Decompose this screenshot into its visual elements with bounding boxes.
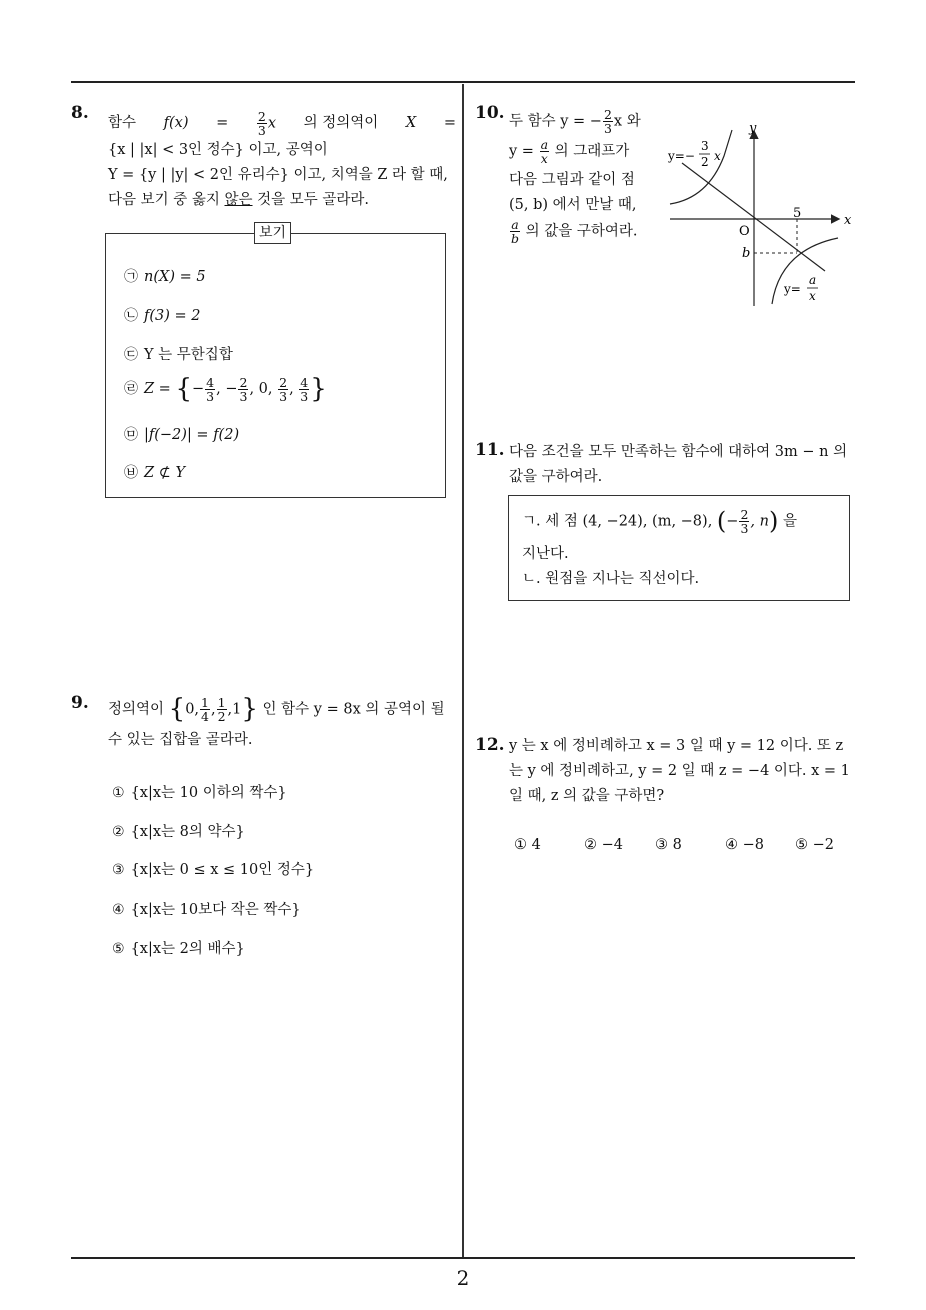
q12-stem — [509, 734, 859, 809]
q8-item-5: ㉤ |f(−2)| = f(2) — [124, 427, 240, 443]
q12-option-1[interactable]: ① 4 — [514, 837, 541, 853]
hyperbola-lower-right — [772, 238, 838, 304]
q12-line3: 일 때, z 의 값을 구하면? — [509, 788, 665, 804]
q12-number: 12. — [475, 735, 505, 755]
bottom-rule — [71, 1257, 855, 1259]
q12-line1: y 는 x 에 정비례하고 x = 3 일 때 y = 12 이다. 또 z — [509, 738, 844, 754]
tick-5-label: 5 — [793, 206, 802, 221]
q12-option-3[interactable]: ③ 8 — [655, 837, 682, 853]
q10-line4: (5, b) 에서 만날 때, — [509, 197, 637, 213]
q10-line5: $\frac{a}{b}$ 의 값을 구하여라. — [511, 217, 638, 246]
column-divider — [462, 84, 464, 1258]
tick-b-label: b — [742, 246, 751, 261]
q8-item-2: ㉡ f(3) = 2 — [124, 308, 201, 324]
q10-number: 10. — [475, 103, 505, 123]
q8-underline-word: 않은 — [224, 192, 253, 208]
top-rule — [71, 81, 855, 83]
q9-option-1[interactable]: ① {x|x는 10 이하의 짝수} — [112, 785, 287, 801]
q11-cond2: ㄴ. 원점을 지나는 직선이다. — [522, 571, 700, 587]
q10-line1: 두 함수 y = − $\frac{2}{3}$ x 와 — [509, 107, 641, 136]
q8-item-1: ㉠ n(X) = 5 — [124, 269, 206, 285]
q12-option-4[interactable]: ④ −8 — [725, 837, 764, 853]
q11-cond1: ㄱ. 세 점 (4, −24), (m, −8), (− $\frac{2}{3}$ , n) 을 — [522, 507, 797, 536]
q9-option-4[interactable]: ④ {x|x는 10보다 작은 짝수} — [112, 902, 301, 918]
q11-line2: 값을 구하여라. — [509, 469, 603, 485]
q9-option-2[interactable]: ② {x|x는 8의 약수} — [112, 824, 245, 840]
q8-bogi-label: 보기 — [254, 222, 291, 244]
axis-y-label: y — [749, 121, 757, 136]
q8-line3: Y = {y | |y| < 2인 유리수} 이고, 치역을 Z 라 할 때, — [108, 167, 448, 183]
q8-line1 — [108, 108, 456, 138]
q8-item-4: ㉣ Z = {− $\frac{4}{3}$ , − $\frac{2}{3}$ , 0, $\frac{2}{3}$ , $\frac{4}{3}$ } — [124, 374, 327, 404]
line-eq-x: x — [714, 149, 721, 163]
line-eq-num: 3 — [701, 139, 709, 153]
q8-line1-g: X — [405, 114, 417, 131]
q9-stem — [108, 696, 458, 753]
q8-stem — [108, 108, 456, 213]
q11-stem — [509, 440, 859, 490]
q11-line1: 다음 조건을 모두 만족하는 함수에 대하여 3m − n 의 — [509, 444, 848, 460]
q8-fraction: $\frac{2}{3}$ — [257, 108, 266, 138]
q8-line1-frac-expr: $\frac{2}{3}$ x — [257, 108, 276, 138]
line-eq-prefix: y=− — [668, 149, 695, 163]
q8-item-6: ㉥ Z ⊄ Y — [124, 465, 186, 481]
q8-line1-a: 함수 — [108, 114, 137, 131]
q9-line1: 정의역이 {0, $\frac{1}{4}$ , $\frac{1}{2}$ ,1} 인 함수 y = 8x 의 공역이 될 — [108, 694, 445, 724]
curve-eq-num: a — [809, 273, 817, 287]
q8-line2: {x | |x| < 3인 정수} 이고, 공역이 — [108, 142, 328, 158]
line-eq-den: 2 — [701, 155, 709, 169]
page-number: 2 — [456, 1266, 470, 1290]
q8-line4: 다음 보기 중 옳지 않은 것을 모두 골라라. — [108, 192, 370, 208]
q12-line2: 는 y 에 정비례하고, y = 2 일 때 z = −4 이다. x = 1 — [509, 763, 850, 779]
curve-eq-den: x — [809, 289, 816, 303]
q11-cond1-cont: 지난다. — [522, 546, 569, 562]
q10-graph — [660, 118, 860, 313]
q10-stem — [509, 108, 654, 248]
q8-item-3: ㉢ Y 는 무한집합 — [124, 347, 233, 363]
q9-option-3[interactable]: ③ {x|x는 0 ≤ x ≤ 10인 정수} — [112, 862, 315, 878]
curve-eq-prefix: y= — [784, 282, 801, 296]
q10-line3: 다음 그림과 같이 점 — [509, 172, 635, 188]
q8-line1-e: 의 정의역이 — [303, 114, 379, 131]
q10-line2: y = $\frac{a}{x}$ 의 그래프가 — [509, 137, 630, 166]
axis-x-label: x — [844, 213, 852, 228]
q8-number: 8. — [71, 103, 89, 123]
q12-option-2[interactable]: ② −4 — [584, 837, 623, 853]
q11-conditions — [522, 508, 842, 592]
origin-label: O — [739, 224, 750, 239]
q11-number: 11. — [475, 440, 505, 460]
q9-option-5[interactable]: ⑤ {x|x는 2의 배수} — [112, 941, 245, 957]
q8-line1-c: = — [216, 114, 229, 131]
q9-number: 9. — [71, 693, 89, 713]
q12-option-5[interactable]: ⑤ −2 — [795, 837, 834, 853]
q8-line1-b: f(x) — [163, 114, 189, 131]
q8-line1-h: = — [443, 114, 456, 131]
q9-line2: 수 있는 집합을 골라라. — [108, 732, 253, 748]
